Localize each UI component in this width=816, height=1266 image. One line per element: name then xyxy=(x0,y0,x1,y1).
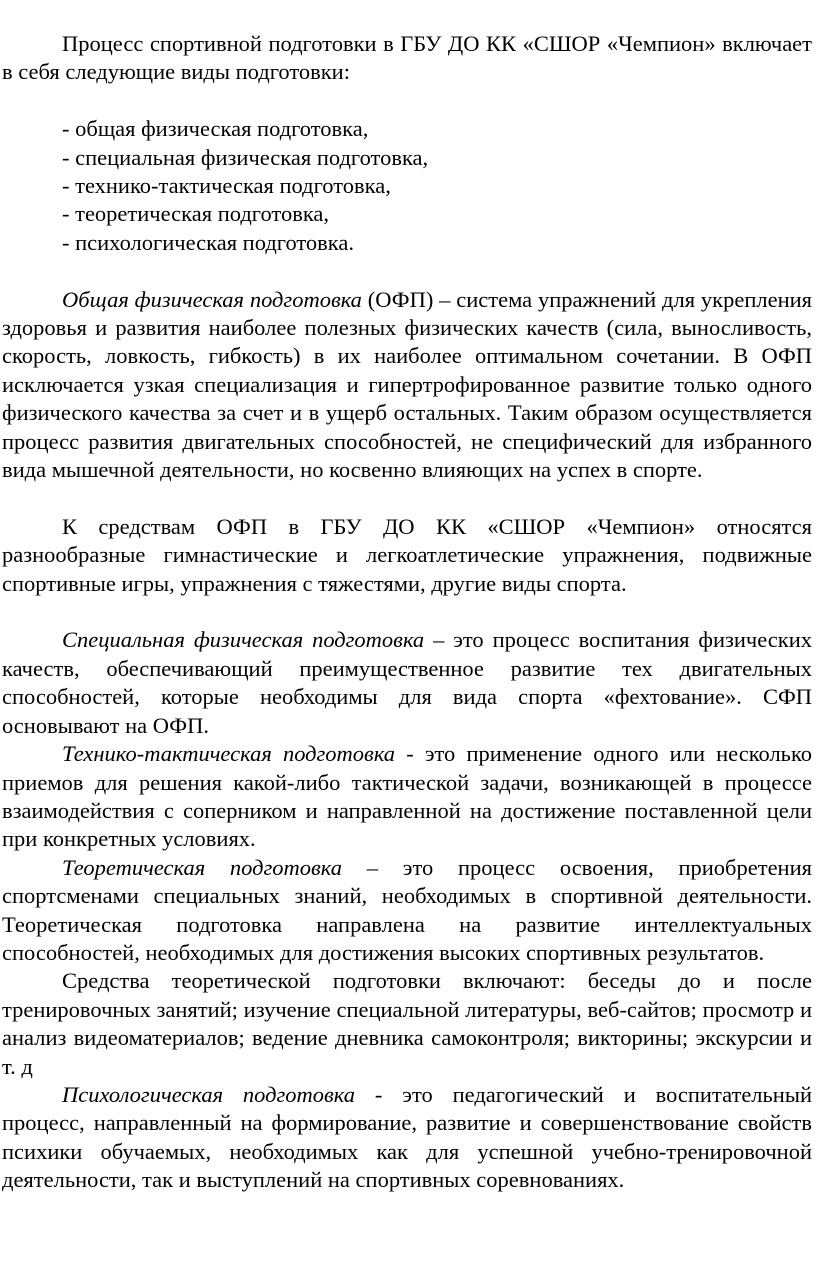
list-item: - психологическая подготовка. xyxy=(62,229,355,255)
tp-text: – это процесс освоения, приобретения спортсменами специальных знаний, необходимых в спортивной деятельности. Теоретическая подготовка направлена на развитие интеллектуальных способностей, необходимых для достижения высоких спортивных результатов. xyxy=(2,854,812,965)
spacer xyxy=(2,87,812,115)
intro-paragraph: Процесс спортивной подготовки в ГБУ ДО КК «СШОР «Чемпион» включает в себя следующие виды подготовки: xyxy=(2,31,812,85)
sfp-text: – это процесс воспитания физических качеств, обеспечивающий преимущественное развитие тех двигательных способностей, которые необходимы для вида спорта «фехтование». СФП основывают на ОФП. xyxy=(2,627,812,738)
sfp-term: Специальная физическая подготовка xyxy=(62,627,425,653)
ofp-text: (ОФП) – система упражнений для укрепления здоровья и развития наиболее полезных физических качеств (сила, выносливость, скорость, ловкость, гибкость) в их наиболее оптимальном сочетании. В ОФП исключается узкая специализация и гипертрофированное развитие только одного физического качества за счет и в ущерб остальных. Таким образом осуществляется процесс развития двигательных способностей, не специфический для избранного вида мышечной деятельности, но косвенно влияющих на успех в спорте. xyxy=(2,286,813,483)
ttp-paragraph xyxy=(2,740,812,854)
list-item: - теоретическая подготовка, xyxy=(62,201,330,227)
ofp-paragraph xyxy=(2,286,812,485)
sfp-paragraph xyxy=(2,626,812,740)
spacer xyxy=(2,598,812,626)
ttp-text: - это применение одного или несколько приемов для решения какой-либо тактической задачи, возникающей в процессе взаимодействия с соперником и направленной на достижение поставленной цели при конкретных условиях. xyxy=(2,741,812,852)
spacer xyxy=(2,257,812,285)
list-item: - технико-тактическая подготовка, xyxy=(62,173,391,199)
ttp-term: Технико-тактическая подготовка xyxy=(62,741,396,767)
tp-means-paragraph: Средства теоретической подготовки включают: беседы до и после тренировочных занятий; изучение специальной литературы, веб-сайтов; просмотр и анализ видеоматериалов; ведение дневника самоконтроля; викторины; экскурсии и т. д xyxy=(2,968,812,1079)
list-item: - специальная физическая подготовка, xyxy=(62,144,429,170)
pp-term: Психологическая подготовка xyxy=(62,1081,356,1107)
list-item: - общая физическая подготовка, xyxy=(62,116,369,142)
tp-term: Теоретическая подготовка xyxy=(62,854,343,880)
spacer xyxy=(2,484,812,512)
ofp-term: Общая физическая подготовка xyxy=(62,286,362,312)
tp-paragraph xyxy=(2,854,812,968)
ofp-means-paragraph: К средствам ОФП в ГБУ ДО КК «СШОР «Чемпион» относятся разнообразные гимнастические и легкоатлетические упражнения, подвижные спортивные игры, упражнения с тяжестями, другие виды спорта. xyxy=(2,513,812,596)
pp-text: - это педагогический и воспитательный процесс, направленный на формирование, развитие и совершенствование свойств психики обучаемых, необходимых как для успешной учебно-тренировочной деятельности, так и выступлений на спортивных соревнованиях. xyxy=(2,1081,812,1193)
training-types-list xyxy=(2,115,812,257)
pp-paragraph xyxy=(2,1081,812,1195)
